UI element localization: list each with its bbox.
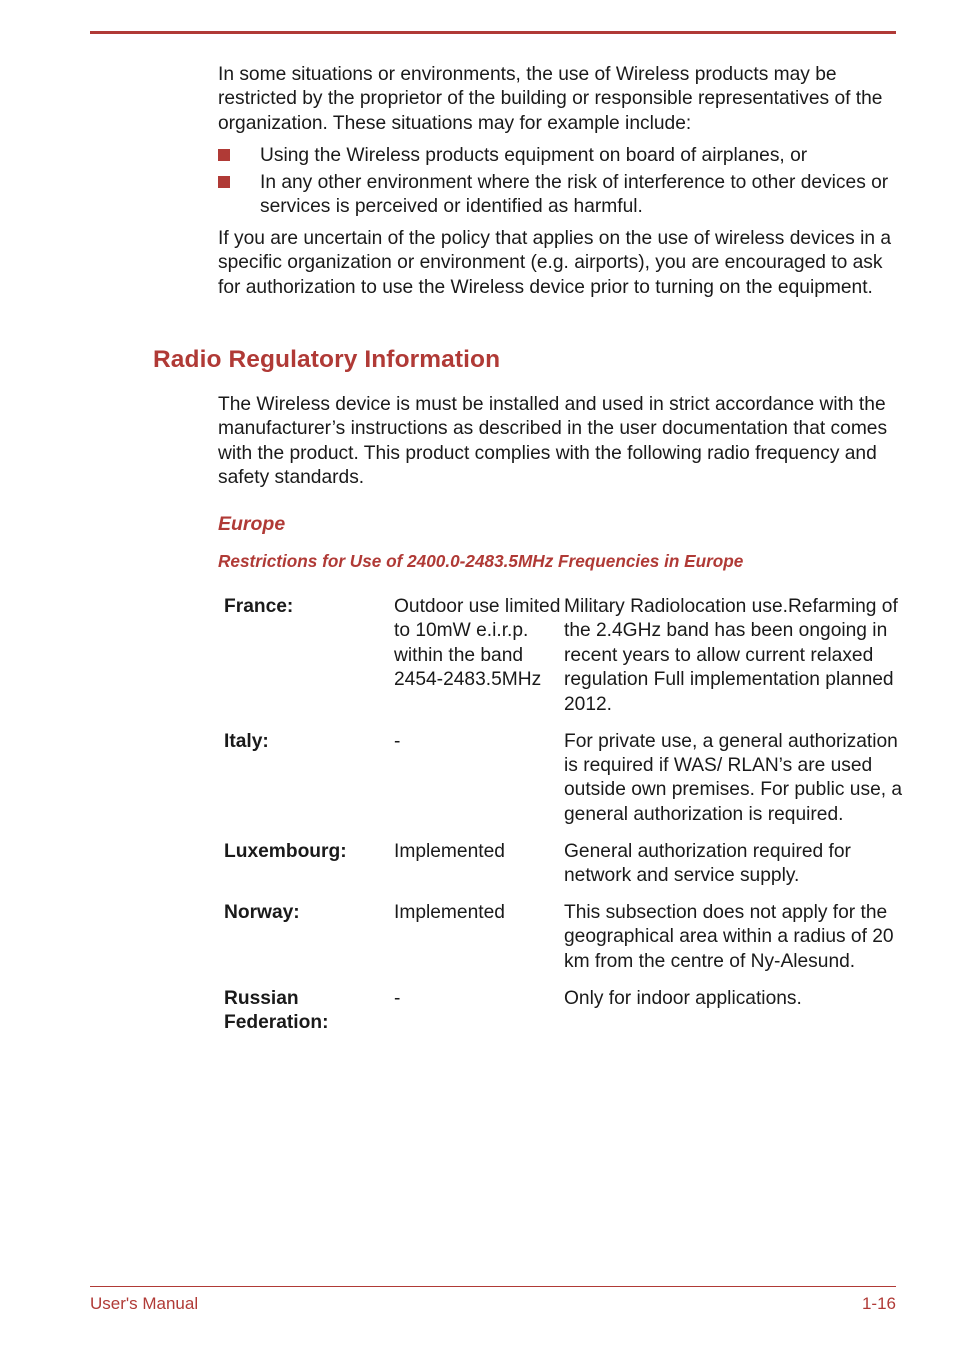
- status-cell: Implemented: [394, 901, 505, 923]
- table-row: [224, 901, 904, 974]
- page-number: 1-16: [861, 1294, 896, 1313]
- status-cell: -: [394, 987, 401, 1009]
- intro-paragraph: In some situations or environments, the use of Wireless products may be restricted by the proprietor of the building or responsible representatives of the organization. These situations may for example include:: [218, 64, 883, 134]
- note-cell: General authorization required for network and service supply.: [564, 840, 851, 887]
- bullet-square-icon: [218, 149, 230, 161]
- list-item: [218, 171, 908, 220]
- country-cell: Norway:: [224, 901, 300, 923]
- status-cell: Outdoor use limited to 10mW e.i.r.p. within the band 2454-2483.5MHz: [394, 596, 561, 691]
- table-row: [224, 595, 904, 717]
- note-cell: Military Radiolocation use.Refarming of the 2.4GHz band has been ongoing in recent years to allow current relaxed regulation Full implementation planned 2012.: [564, 596, 898, 715]
- regulation-table: [224, 595, 904, 1048]
- policy-paragraph: If you are uncertain of the policy that applies on the use of wireless devices in a specific organization or environment (e.g. airports), you are encouraged to ask for authorization to use the Wireless device prior to turning on the equipment.: [218, 228, 892, 298]
- section-heading: Radio Regulatory Information: [153, 346, 501, 373]
- country-cell: Russian Federation:: [224, 987, 329, 1034]
- note-cell: For private use, a general authorization is required if WAS/ RLAN’s are used outside own premises. For public use, a general authorization is required.: [564, 730, 903, 825]
- table-row: [224, 987, 904, 1036]
- country-cell: France:: [224, 596, 294, 617]
- table-row: [224, 730, 904, 828]
- section-paragraph: The Wireless device is must be installed and used in strict accordance with the manufacturer’s instructions as described in the user documentation that comes with the product. This product complies with the following radio frequency and safety standards.: [218, 394, 888, 489]
- note-cell: This subsection does not apply for the geographical area within a radius of 20 km from the centre of Ny-Alesund.: [564, 901, 894, 972]
- country-cell: Luxembourg:: [224, 840, 347, 862]
- subsection-heading: Europe: [218, 513, 286, 535]
- table-row: [224, 840, 904, 889]
- status-cell: Implemented: [394, 840, 505, 862]
- list-item-text: Using the Wireless products equipment on board of airplanes, or: [260, 145, 808, 166]
- restriction-list: [218, 144, 908, 222]
- header-rule: [90, 31, 896, 34]
- list-item-text: In any other environment where the risk of interference to other devices or services is perceived or identified as harmful.: [260, 171, 889, 218]
- footer-manual-title: User's Manual: [90, 1294, 199, 1313]
- country-cell: Italy:: [224, 730, 269, 752]
- list-item: [218, 144, 908, 168]
- note-cell: Only for indoor applications.: [564, 987, 802, 1009]
- footer-rule: [90, 1286, 896, 1287]
- table-caption: Restrictions for Use of 2400.0-2483.5MHz Frequencies in Europe: [218, 551, 744, 571]
- bullet-square-icon: [218, 176, 230, 188]
- status-cell: -: [394, 730, 401, 752]
